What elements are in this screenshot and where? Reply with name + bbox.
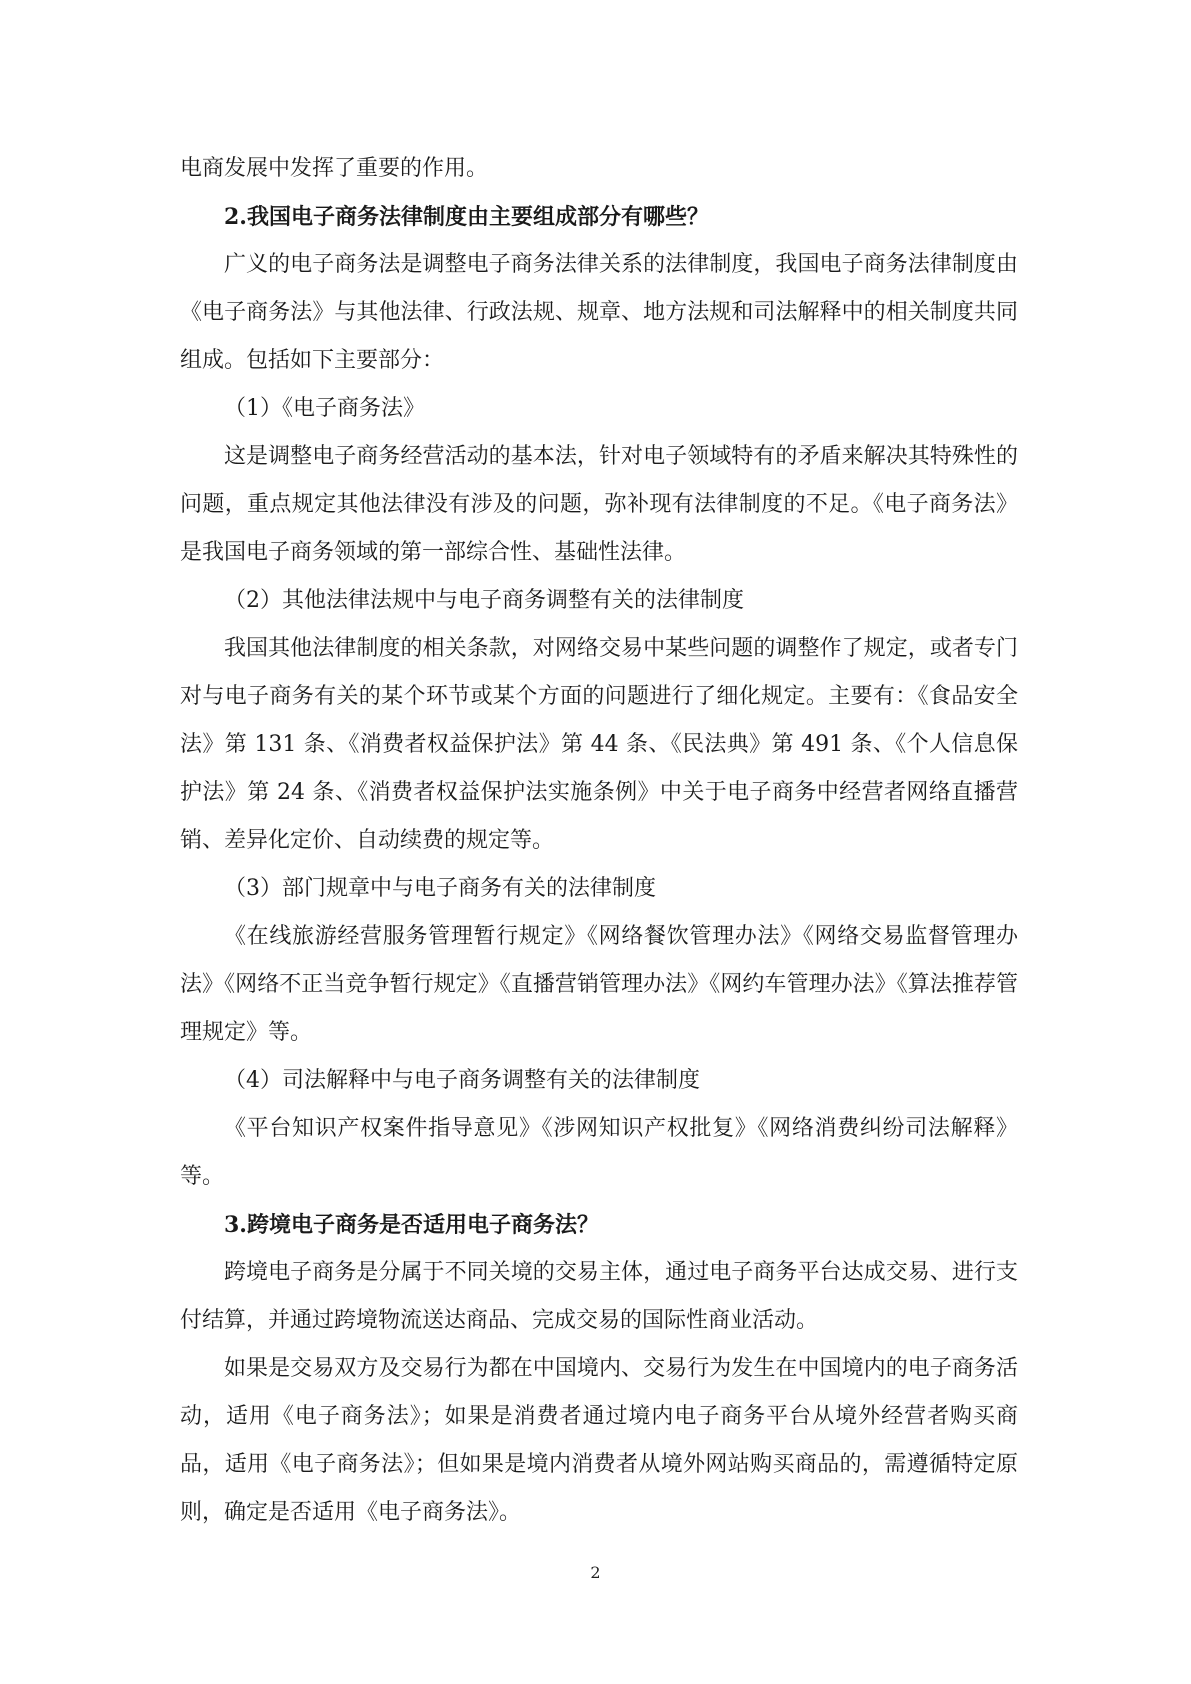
section-heading-3: 3.跨境电子商务是否适用电子商务法？ <box>224 1212 599 1238</box>
page-number: 2 <box>590 1563 601 1582</box>
subsection-heading-2: （2）其他法律法规中与电子商务调整有关的法律制度 <box>224 588 744 613</box>
subsection-heading-4: （4）司法解释中与电子商务调整有关的法律制度 <box>224 1068 700 1093</box>
paragraph: 这是调整电子商务经营活动的基本法，针对电子领域特有的矛盾来解决其特殊性的问题，重点规定其他法律没有涉及的问题，弥补现有法律制度的不足。《电子商务法》是我国电子商务领域的第一部综合性、基础性法律。 <box>180 444 1018 565</box>
paragraph: 跨境电子商务是分属于不同关境的交易主体，通过电子商务平台达成交易、进行支付结算，并通过跨境物流送达商品、完成交易的国际性商业活动。 <box>180 1260 1018 1333</box>
subsection-heading-1: （1）《电子商务法》 <box>224 396 425 421</box>
paragraph: 广义的电子商务法是调整电子商务法律关系的法律制度，我国电子商务法律制度由《电子商务法》与其他法律、行政法规、规章、地方法规和司法解释中的相关制度共同组成。包括如下主要部分： <box>180 252 1018 373</box>
subsection-heading-3: （3）部门规章中与电子商务有关的法律制度 <box>224 876 656 901</box>
paragraph: 《在线旅游经营服务管理暂行规定》《网络餐饮管理办法》《网络交易监督管理办法》《网络不正当竞争暂行规定》《直播营销管理办法》《网约车管理办法》《算法推荐管理规定》等。 <box>180 924 1018 1045</box>
paragraph: 我国其他法律制度的相关条款，对网络交易中某些问题的调整作了规定，或者专门对与电子商务有关的某个环节或某个方面的问题进行了细化规定。主要有：《食品安全法》第 131 条、《消费者权益保护法》第 44 条、《民法典》第 491 条、《个人信息保护法》第 24 条、《消费者权益保护法实施条例》中关于电子商务中经营者网络直播营销、差异化定价、自动续费的规定等。 <box>180 636 1018 853</box>
paragraph: 如果是交易双方及交易行为都在中国境内、交易行为发生在中国境内的电子商务活动，适用《电子商务法》；如果是消费者通过境内电子商务平台从境外经营者购买商品，适用《电子商务法》；但如果是境内消费者从境外网站购买商品的，需遵循特定原则，确定是否适用《电子商务法》。 <box>180 1356 1018 1525</box>
paragraph-continued: 电商发展中发挥了重要的作用。 <box>180 156 489 181</box>
section-heading-2: 2.我国电子商务法律制度由主要组成部分有哪些？ <box>224 204 709 230</box>
document-body <box>180 145 1018 1537</box>
paragraph: 《平台知识产权案件指导意见》《涉网知识产权批复》《网络消费纠纷司法解释》等。 <box>180 1116 1018 1189</box>
